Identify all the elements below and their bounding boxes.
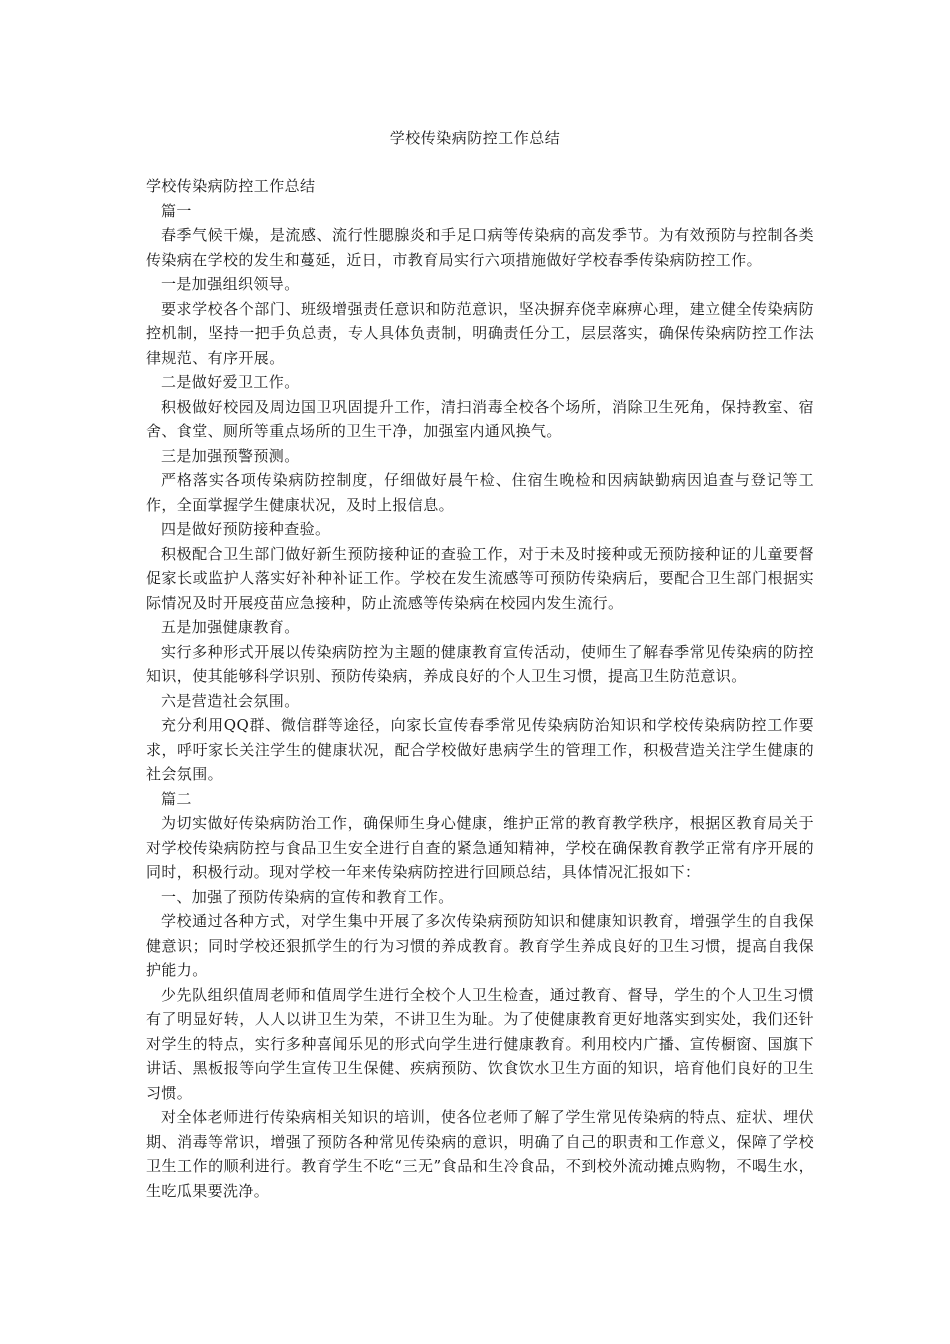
- body-paragraph: 二是做好爱卫工作。: [161, 373, 300, 391]
- body-paragraph: 积极配合卫生部门做好新生预防接种证的查验工作，对于未及时接种或无预防接种证的儿童要督促家长或监护人落实好补种补证工作。学校在发生流感等可预防传染病后，要配合卫生部门根据实际情况及时开展疫苗应急接种，防止流感等传染病在校园内发生流行。: [146, 544, 814, 612]
- body-paragraph: 四是做好预防接种查验。: [161, 520, 331, 538]
- body-paragraph: 为切实做好传染病防治工作，确保师生身心健康，维护正常的教育教学秩序，根据区教育局关于对学校传染病防控与食品卫生安全进行自查的紧急通知精神，学校在确保教育教学正常有序开展的同时，积极行动。现对学校一年来传染病防控进行回顾总结，具体情况汇报如下：: [146, 814, 814, 881]
- body-paragraph: 严格落实各项传染病防控制度，仔细做好晨午检、住宿生晚检和因病缺勤病因追查与登记等工作，全面掌握学生健康状况，及时上报信息。: [146, 471, 814, 514]
- body-paragraph: 篇二: [161, 789, 192, 808]
- document-title: 学校传染病防控工作总结: [389, 129, 561, 147]
- body-paragraph: 充分利用QQ群、微信群等途径，向家长宣传春季常见传染病防治知识和学校传染病防控工作要求，呼吁家长关注学生的健康状况，配合学校做好患病学生的管理工作，积极营造关注学生健康的社会氛围。: [146, 716, 814, 783]
- body-paragraph: 要求学校各个部门、班级增强责任意识和防范意识，坚决摒弃侥幸麻痹心理，建立健全传染病防控机制，坚持一把手负总责，专人具体负责制，明确责任分工，层层落实，确保传染病防控工作法律规范、有序开展。: [146, 299, 814, 367]
- body-paragraph: 少先队组织值周老师和值周学生进行全校个人卫生检查，通过教育、督导，学生的个人卫生习惯有了明显好转，人人以讲卫生为荣，不讲卫生为耻。为了使健康教育更好地落实到实处，我们还针对学生的特点，实行多种喜闻乐见的形式向学生进行健康教育。利用校内广播、宣传橱窗、国旗下讲话、黑板报等向学生宣传卫生保健、疾病预防、饮食饮水卫生方面的知识，培育他们良好的卫生习惯。: [146, 985, 814, 1102]
- body-paragraph: 三是加强预警预测。: [161, 446, 300, 465]
- body-paragraph: 春季气候干燥，是流感、流行性腮腺炎和手足口病等传染病的高发季节。为有效预防与控制各类传染病在学校的发生和蔓延，近日，市教育局实行六项措施做好学校春季传染病防控工作。: [146, 226, 814, 269]
- body-paragraph: 积极做好校园及周边国卫巩固提升工作，清扫消毒全校各个场所，消除卫生死角，保持教室、宿舍、食堂、厕所等重点场所的卫生干净，加强室内通风换气。: [146, 397, 814, 440]
- body-paragraph: 学校通过各种方式，对学生集中开展了多次传染病预防知识和健康知识教育，增强学生的自我保健意识；同时学校还狠抓学生的行为习惯的养成教育。教育学生养成良好的卫生习惯，提高自我保护能力。: [146, 912, 814, 979]
- document-heading: 学校传染病防控工作总结: [146, 177, 316, 195]
- body-paragraph: 六是营造社会氛围。: [161, 691, 300, 710]
- body-paragraph: 一是加强组织领导。: [161, 275, 300, 293]
- body-paragraph: 五是加强健康教育。: [161, 618, 300, 636]
- body-paragraph: 篇一: [161, 201, 192, 220]
- body-paragraph: 对全体老师进行传染病相关知识的培训，使各位老师了解了学生常见传染病的特点、症状、埋伏期、消毒等常识，增强了预防各种常见传染病的意识，明确了自己的职责和工作意义，保障了学校卫生工作的顺利进行。教育学生不吃“三无”食品和生冷食品，不到校外流动摊点购物，不喝生水，生吃瓜果要洗净。: [146, 1108, 814, 1200]
- body-paragraph: 一、加强了预防传染病的宣传和教育工作。: [161, 887, 454, 906]
- body-paragraph: 实行多种形式开展以传染病防控为主题的健康教育宣传活动，使师生了解春季常见传染病的防控知识，使其能够科学识别、预防传染病，养成良好的个人卫生习惯，提高卫生防范意识。: [146, 642, 814, 685]
- document-body: [146, 174, 814, 1203]
